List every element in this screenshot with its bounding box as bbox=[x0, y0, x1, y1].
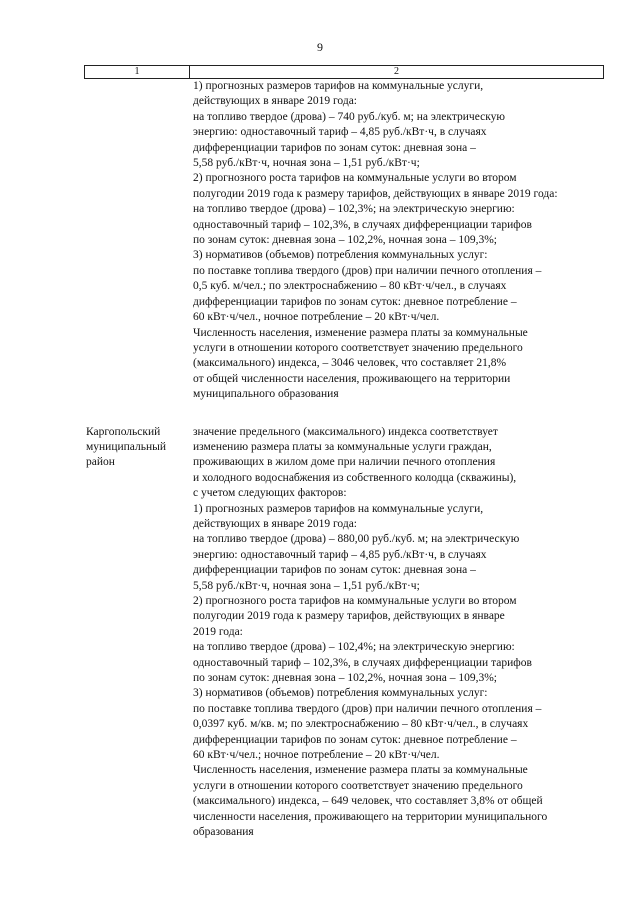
description-line: действующих в январе 2019 года: bbox=[193, 517, 357, 530]
district-cell bbox=[84, 425, 188, 841]
description-line: проживающих в жилом доме при наличии печного отопления bbox=[193, 456, 496, 469]
tariff-table bbox=[84, 65, 604, 841]
description-line: 1) прогнозных размеров тарифов на коммунальные услуги, bbox=[193, 80, 484, 92]
description-line: 5,58 руб./кВт·ч, ночная зона – 1,51 руб./кВт·ч; bbox=[193, 157, 420, 170]
description-cell bbox=[188, 79, 604, 403]
district-cell bbox=[84, 79, 188, 403]
description-line: услуги в отношении которого соответствует значению предельного bbox=[193, 779, 523, 792]
table-row bbox=[84, 79, 604, 403]
description-line: Численность населения, изменение размера платы за коммунальные bbox=[193, 326, 528, 339]
description-line: (максимального) индекса, – 3046 человек, что составляет 21,8% bbox=[193, 357, 507, 370]
description-line: с учетом следующих факторов: bbox=[193, 487, 347, 500]
description-line: 2) прогнозного роста тарифов на коммунальные услуги во втором bbox=[193, 172, 517, 185]
description-line: полугодии 2019 года к размеру тарифов, действующих в январе bbox=[193, 610, 505, 623]
page-number: 9 bbox=[317, 40, 323, 54]
description-line: 1) прогнозных размеров тарифов на коммунальные услуги, bbox=[193, 502, 484, 515]
description-line: дифференциации тарифов по зонам суток: дневное потребление – bbox=[193, 733, 517, 746]
description-line: на топливо твердое (дрова) – 102,3%; на электрическую энергию: bbox=[193, 203, 515, 216]
description-line: дифференциации тарифов по зонам суток: дневная зона – bbox=[193, 141, 476, 154]
description-line: 2) прогнозного роста тарифов на коммунальные услуги во втором bbox=[193, 595, 517, 607]
description-line: 2019 года: bbox=[193, 625, 243, 638]
description-line: 3) нормативов (объемов) потребления коммунальных услуг: bbox=[193, 249, 488, 262]
description-line: от общей численности населения, проживающего на территории bbox=[193, 372, 511, 385]
description-line: значение предельного (максимального) индекса соответствует bbox=[193, 425, 498, 438]
column-header-1: 1 bbox=[85, 66, 190, 78]
description-line: образования bbox=[193, 826, 254, 839]
description-line: муниципального образования bbox=[193, 388, 339, 401]
description-line: дифференциации тарифов по зонам суток: дневная зона – bbox=[193, 564, 476, 577]
description-line: 60 кВт·ч/чел., ночное потребление – 20 кВт·ч/чел. bbox=[193, 311, 440, 324]
description-line: на топливо твердое (дрова) – 880,00 руб./куб. м; на электрическую bbox=[193, 533, 520, 546]
description-line: услуги в отношении которого соответствует значению предельного bbox=[193, 341, 523, 354]
table-row bbox=[84, 425, 604, 841]
description-line: энергию: одноставочный тариф – 4,85 руб./кВт·ч, в случаях bbox=[193, 126, 487, 139]
description-line: по поставке топлива твердого (дров) при наличии печного отопления – bbox=[193, 264, 542, 277]
description-line: на топливо твердое (дрова) – 740 руб./куб. м; на электрическую bbox=[193, 110, 505, 123]
description-line: энергию: одноставочный тариф – 4,85 руб./кВт·ч, в случаях bbox=[193, 548, 487, 561]
description-cell bbox=[188, 425, 604, 841]
description-line: изменению размера платы за коммунальные услуги граждан, bbox=[193, 440, 492, 453]
description-line: 0,0397 куб. м/кв. м; по электроснабжению – 80 кВт·ч/чел., в случаях bbox=[193, 718, 529, 731]
description-line: 0,5 куб. м/чел.; по электроснабжению – 80 кВт·ч/чел., в случаях bbox=[193, 280, 507, 293]
description-line: 3) нормативов (объемов) потребления коммунальных услуг: bbox=[193, 687, 488, 700]
description-line: действующих в январе 2019 года: bbox=[193, 95, 357, 108]
description-line: одноставочный тариф – 102,3%, в случаях дифференциации тарифов bbox=[193, 218, 532, 231]
description-line: на топливо твердое (дрова) – 102,4%; на электрическую энергию: bbox=[193, 641, 515, 654]
description-line: полугодии 2019 года к размеру тарифов, действующих в январе 2019 года: bbox=[193, 187, 558, 200]
description-line: по поставке топлива твердого (дров) при наличии печного отопления – bbox=[193, 702, 542, 715]
description-line: 5,58 руб./кВт·ч, ночная зона – 1,51 руб./кВт·ч; bbox=[193, 579, 420, 592]
description-line: численности населения, проживающего на территории муниципального bbox=[193, 810, 548, 823]
district-name-line: Каргопольский bbox=[86, 425, 161, 438]
description-line: по зонам суток: дневная зона – 102,2%, ночная зона – 109,3%; bbox=[193, 672, 497, 685]
description-line: по зонам суток: дневная зона – 102,2%, ночная зона – 109,3%; bbox=[193, 234, 497, 247]
description-line: Численность населения, изменение размера платы за коммунальные bbox=[193, 764, 528, 777]
district-name-line: район bbox=[86, 456, 115, 469]
district-name-line: муниципальный bbox=[86, 440, 167, 453]
description-line: одноставочный тариф – 102,3%, в случаях дифференциации тарифов bbox=[193, 656, 532, 669]
table-header-row bbox=[84, 65, 604, 79]
description-line: и холодного водоснабжения из собственного колодца (скважины), bbox=[193, 471, 517, 484]
description-line: 60 кВт·ч/чел.; ночное потребление – 20 кВт·ч/чел. bbox=[193, 749, 440, 762]
description-line: (максимального) индекса, – 649 человек, что составляет 3,8% от общей bbox=[193, 795, 543, 808]
description-line: дифференциации тарифов по зонам суток: дневное потребление – bbox=[193, 295, 517, 308]
column-header-2: 2 bbox=[394, 66, 399, 77]
